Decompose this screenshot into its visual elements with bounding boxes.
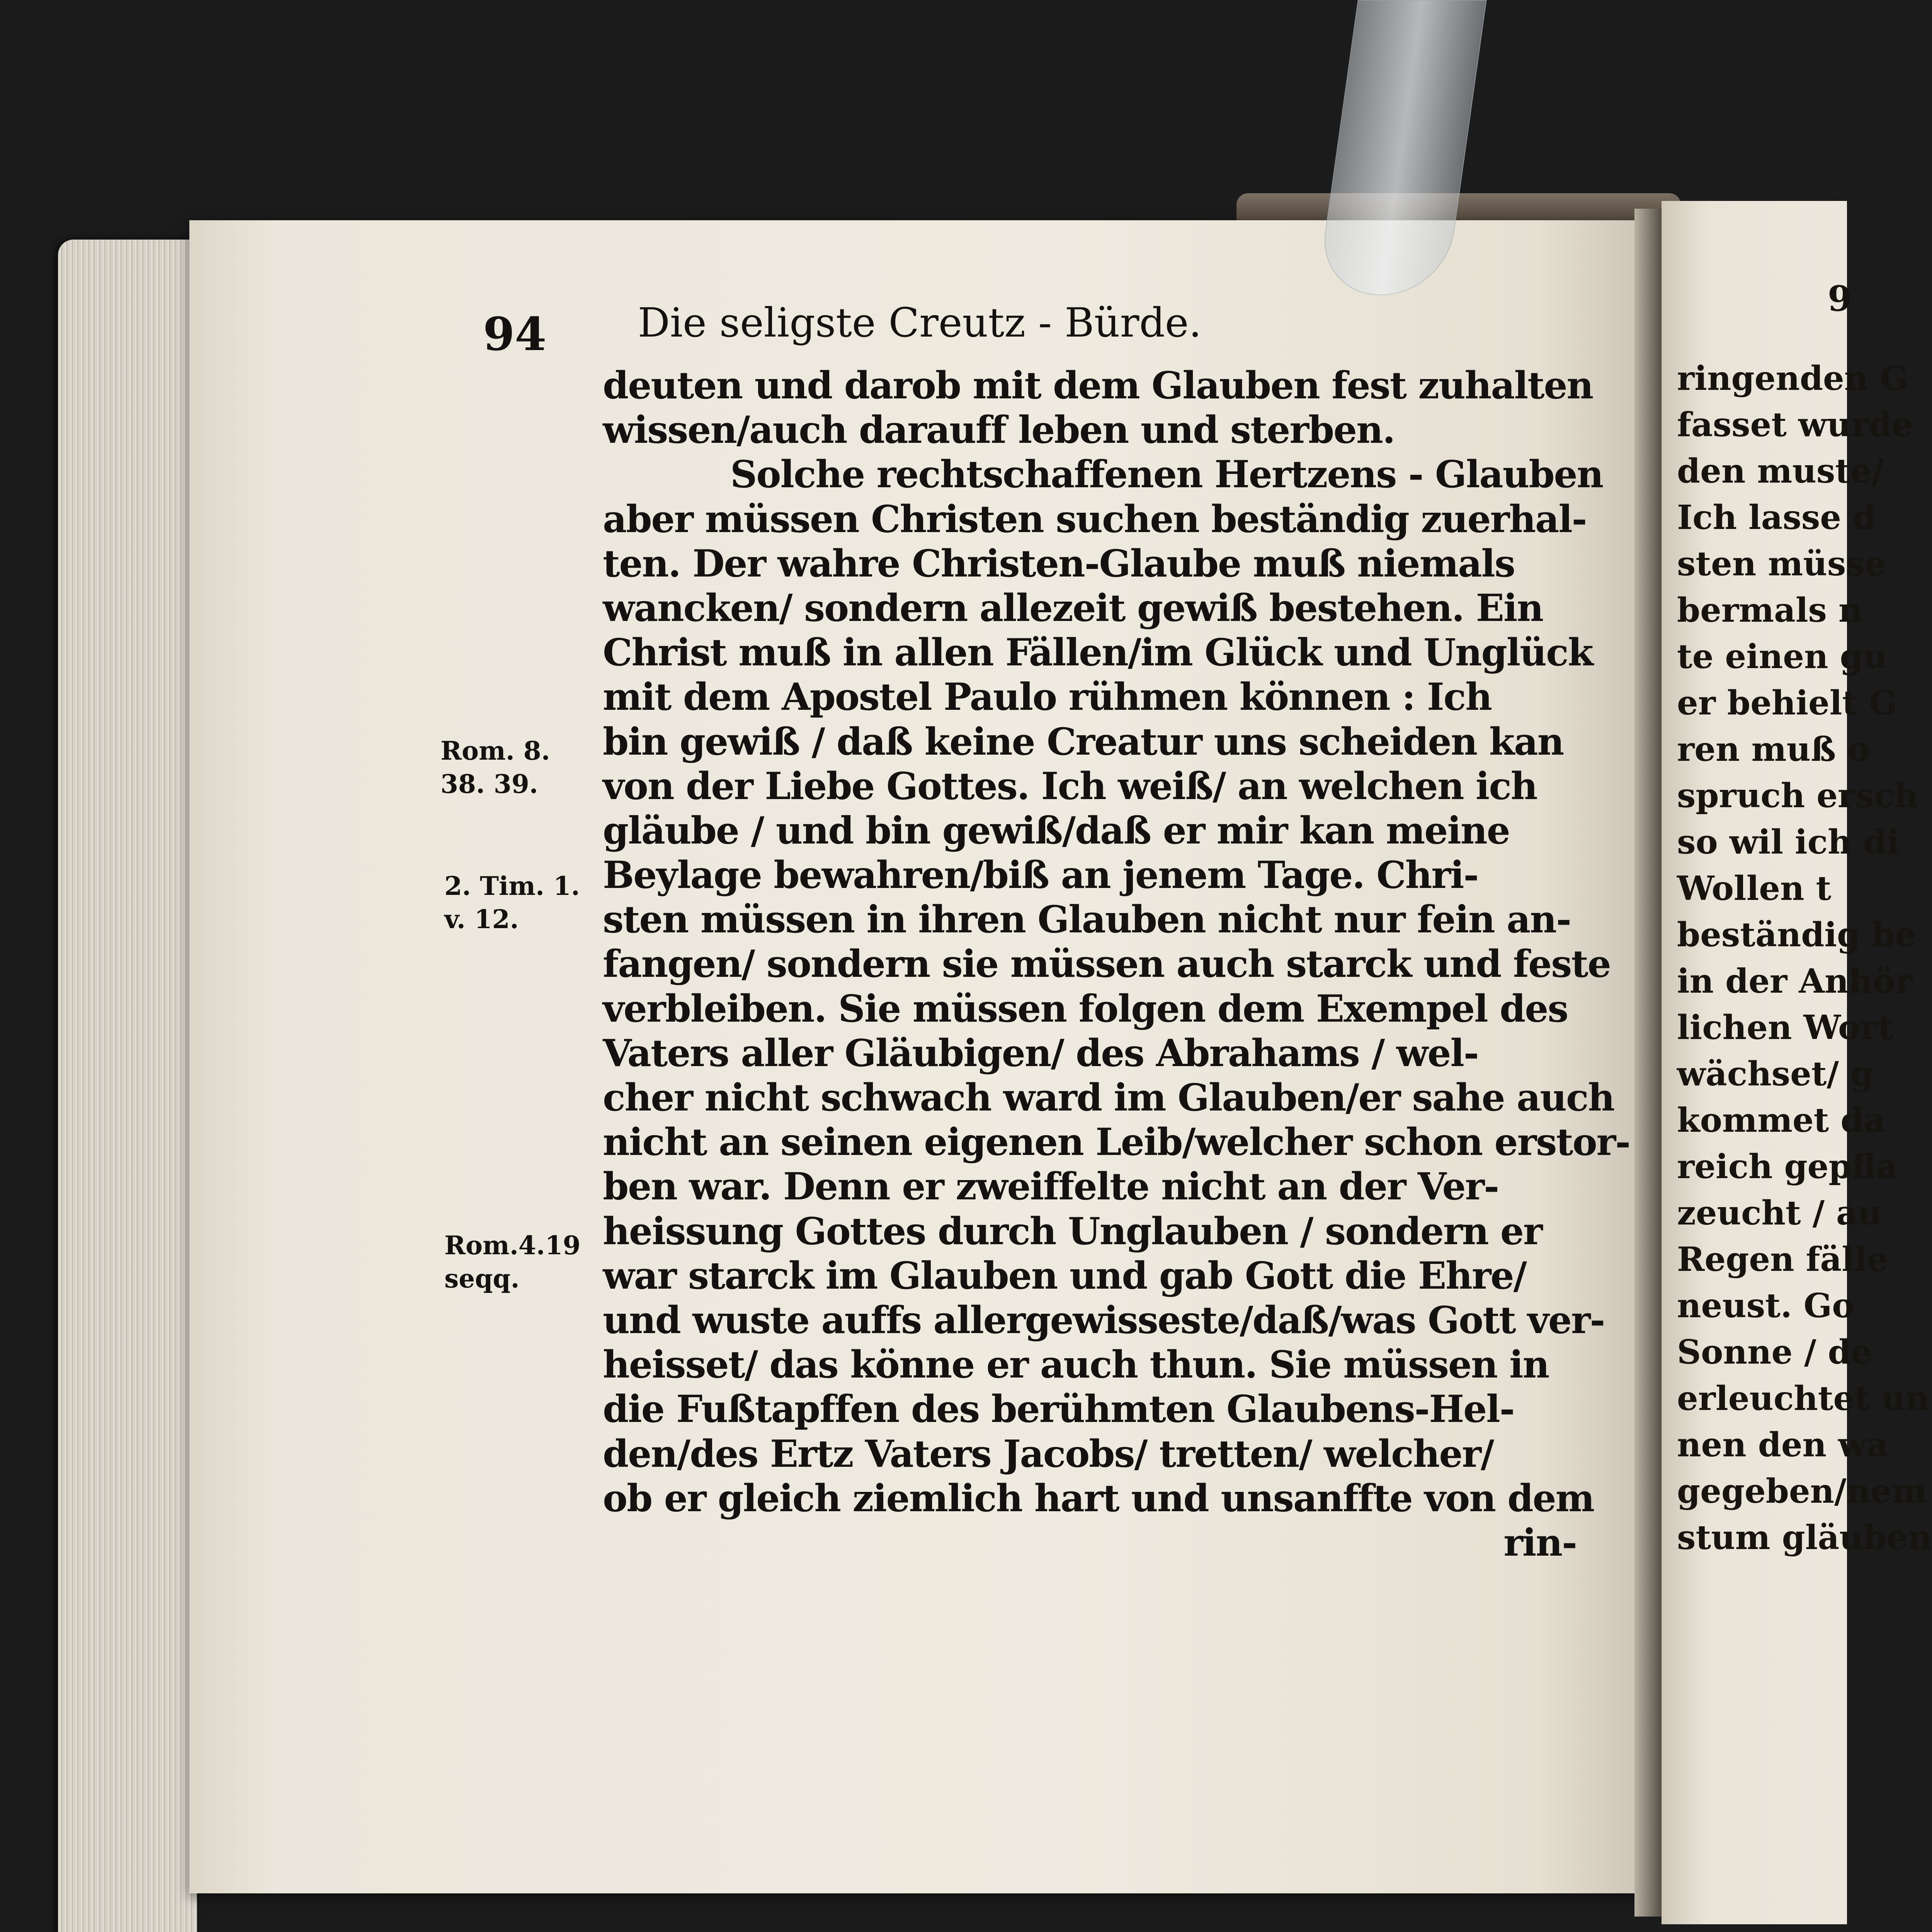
text-line: Beylage bewahren/biß an jenem Tage. Chri- — [603, 853, 1478, 897]
text-line: und wuste auffs allergewisseste/daß/was Gott ver- — [603, 1298, 1605, 1342]
text-line: nen den wa — [1677, 1425, 1888, 1464]
text-line: wächset/ g — [1677, 1054, 1874, 1094]
text-line: Vaters aller Gläubigen/ des Abrahams / wel- — [603, 1031, 1478, 1075]
text-line: gegeben/nem — [1677, 1472, 1927, 1511]
text-line: reich gepfla — [1677, 1147, 1898, 1186]
text-line: verbleiben. Sie müssen folgen dem Exempel des — [603, 986, 1568, 1031]
text-line: den muste/ — [1677, 452, 1884, 491]
text-line: wancken/ sondern allezeit gewiß bestehen. Ein — [603, 586, 1543, 630]
text-line: aber müssen Christen suchen beständig zuerhal- — [603, 497, 1587, 541]
text-line: sten müssen in ihren Glauben nicht nur fein an- — [603, 898, 1571, 942]
text-line: war starck im Glauben und gab Gott die Ehre/ — [603, 1253, 1526, 1298]
text-line: Wollen t — [1677, 869, 1832, 908]
text-line: beständig be — [1677, 915, 1916, 954]
text-line: zeucht / au — [1677, 1194, 1882, 1233]
text-line: erleuchtet un — [1677, 1379, 1930, 1418]
page-edges — [58, 240, 197, 1932]
marginal-note — [444, 1229, 580, 1295]
marginal-note-line: 38. 39. — [440, 769, 538, 799]
catchword: rin- — [1503, 1520, 1577, 1565]
text-line: die Fußtapffen des berühmten Glaubens-Hel- — [603, 1387, 1514, 1431]
text-line: in der Anhör — [1677, 962, 1913, 1001]
running-title: Die seligste Creutz - Bürde. — [638, 299, 1202, 346]
text-line: stum gläuben — [1677, 1518, 1932, 1557]
marginal-note — [440, 734, 550, 801]
text-line: fangen/ sondern sie müssen auch starck und feste — [603, 942, 1611, 986]
text-line: ringenden G — [1677, 359, 1908, 398]
text-line: lichen Wort — [1677, 1008, 1893, 1047]
text-line: Sonne / de — [1677, 1333, 1872, 1372]
text-line: Regen fälle — [1677, 1240, 1888, 1279]
text-line: Christ muß in allen Fällen/im Glück und Unglück — [603, 631, 1593, 675]
text-line: gläube / und bin gewiß/daß er mir kan meine — [603, 808, 1510, 852]
text-line: nicht an seinen eigenen Leib/welcher schon erstor- — [603, 1120, 1630, 1164]
text-line: bermals n — [1677, 591, 1863, 630]
text-line: ren muß o — [1677, 730, 1870, 769]
right-page-corner-mark: 9 — [1828, 278, 1852, 319]
text-line: den/des Ertz Vaters Jacobs/ tretten/ welcher/ — [603, 1432, 1494, 1476]
text-line: cher nicht schwach ward im Glauben/er sahe auch — [603, 1076, 1614, 1119]
text-line: Solche rechtschaffenen Hertzens - Glauben — [730, 452, 1603, 497]
marginal-note-line: v. 12. — [444, 904, 519, 934]
text-line: so wil ich di — [1677, 823, 1900, 862]
text-line: Ich lasse d — [1677, 498, 1876, 537]
text-line: kommet da — [1677, 1101, 1886, 1140]
text-line: neust. Go — [1677, 1286, 1854, 1325]
marginal-note-line: Rom. 8. — [440, 736, 550, 766]
text-line: von der Liebe Gottes. Ich weiß/ an welchen ich — [603, 764, 1537, 808]
body-text — [603, 363, 1630, 1565]
text-line: fasset wurde — [1677, 405, 1913, 444]
text-line: ob er gleich ziemlich hart und unsanffte von dem — [603, 1476, 1594, 1520]
text-line: er behielt G — [1677, 684, 1898, 723]
text-line: wissen/auch darauff leben und sterben. — [603, 408, 1395, 452]
text-line: heissung Gottes durch Unglauben / sondern er — [603, 1209, 1542, 1253]
text-line: spruch ersch — [1677, 776, 1918, 815]
text-line: ten. Der wahre Christen-Glaube muß niemals — [603, 541, 1515, 585]
marginal-note-line: Rom.4.19 — [444, 1230, 581, 1260]
text-line: deuten und darob mit dem Glauben fest zuhalten — [603, 364, 1593, 407]
text-line: te einen gu — [1677, 637, 1888, 676]
text-line: ben war. Denn er zweiffelte nicht an der Ver- — [603, 1165, 1499, 1209]
marginal-note — [444, 869, 580, 936]
text-line: sten müsse — [1677, 544, 1886, 583]
page-number: 94 — [483, 307, 547, 361]
text-line: heisset/ das könne er auch thun. Sie müssen in — [603, 1343, 1549, 1387]
text-line: bin gewiß / daß keine Creatur uns scheiden kan — [603, 719, 1564, 764]
marginal-note-line: seqq. — [444, 1264, 520, 1294]
right-page-text — [1677, 355, 1932, 1561]
marginal-note-line: 2. Tim. 1. — [444, 871, 580, 901]
text-line: mit dem Apostel Paulo rühmen können : Ich — [603, 675, 1492, 719]
